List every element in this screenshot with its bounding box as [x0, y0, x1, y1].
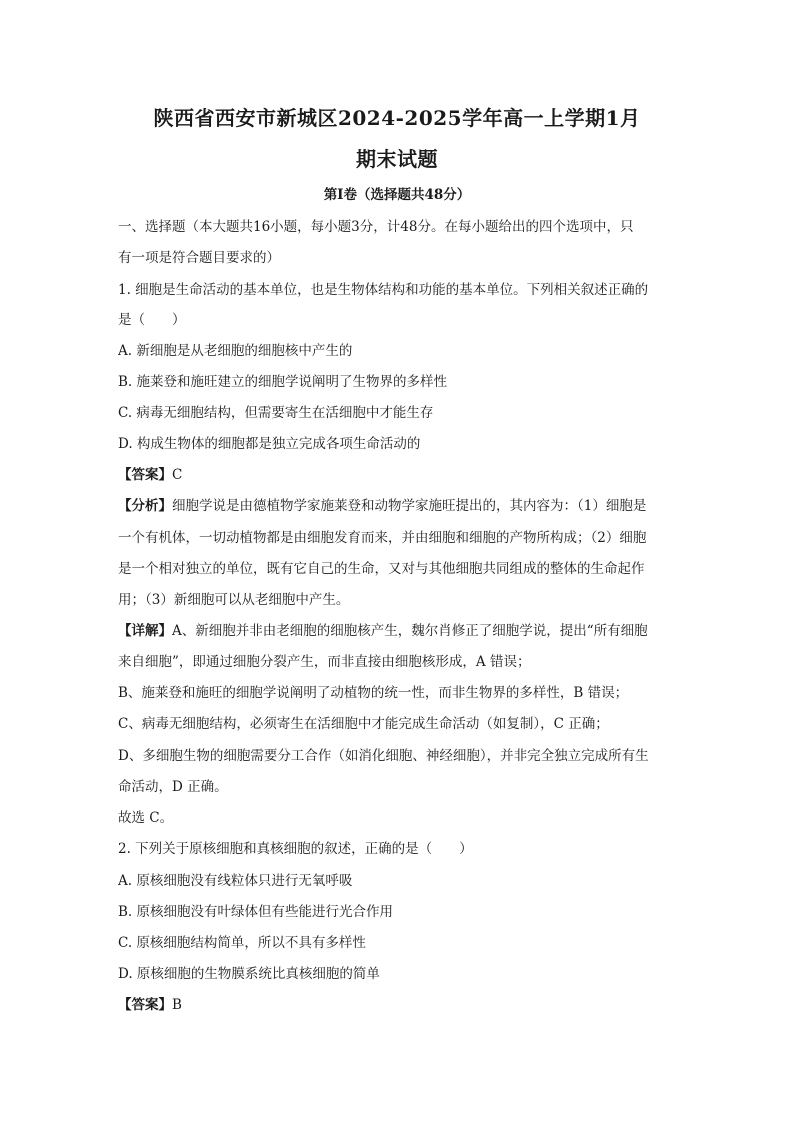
q1-option-b: B. 施莱登和施旺建立的细胞学说阐明了生物界的多样性: [118, 374, 448, 390]
q1-answer: [118, 465, 678, 485]
q1-stem-line1: 1. 细胞是生命活动的基本单位，也是生物体结构和功能的基本单位。下列相关叙述正确的: [118, 282, 649, 298]
instructions-line1: 一、选择题（本大题共16小题，每小题3分，计48分。在每小题给出的四个选项中，只: [118, 219, 634, 235]
q2-option-c: C. 原核细胞结构简单，所以不具有多样性: [118, 935, 366, 951]
answer-value: B: [172, 997, 182, 1013]
q1-detail-line4: C、病毒无细胞结构，必须寄生在活细胞中才能完成生命活动（如复制），C 正确；: [118, 716, 609, 732]
analysis-text: 细胞学说是由德植物学家施莱登和动物学家施旺提出的，其内容为：（1）细胞是: [172, 498, 647, 514]
q2-option-d: D. 原核细胞的生物膜系统比真核细胞的简单: [118, 966, 380, 982]
answer-value: C: [172, 467, 183, 483]
detail-text: A、新细胞并非由老细胞的细胞核产生，魏尔肖修正了细胞学说，提出“所有细胞: [172, 623, 648, 639]
q1-detail-line6: 命活动，D 正确。: [118, 779, 228, 795]
detail-tag: 【详解】: [118, 623, 172, 639]
q2-stem: 2. 下列关于原核细胞和真核细胞的叙述，正确的是（ ）: [118, 841, 473, 857]
q1-analysis-line1: [118, 496, 678, 516]
q1-option-d: D. 构成生物体的细胞都是独立完成各项生命活动的: [118, 436, 421, 452]
q1-analysis-line4: 用；（3）新细胞可以从老细胞中产生。: [118, 592, 350, 608]
q2-answer: [118, 995, 678, 1015]
answer-tag: 【答案】: [118, 997, 172, 1013]
answer-tag: 【答案】: [118, 467, 172, 483]
q1-analysis-line3: 是一个相对独立的单位，既有它自己的生命，又对与其他细胞共同组成的整体的生命起作: [118, 561, 645, 577]
document-title-line2: 期末试题: [356, 147, 438, 171]
instructions-line2: 有一项是符合题目要求的）: [118, 250, 280, 266]
q1-stem-line2: 是（ ）: [118, 312, 186, 328]
analysis-tag: 【分析】: [118, 498, 172, 514]
q1-detail-line1: [118, 621, 678, 641]
document-title-line1: 陕西省西安市新城区2024-2025学年高一上学期1月: [153, 106, 641, 130]
q1-conclusion: 故选 C。: [118, 810, 174, 826]
q1-detail-line5: D、多细胞生物的细胞需要分工合作（如消化细胞、神经细胞），并非完全独立完成所有生: [118, 748, 649, 764]
q1-analysis-line2: 一个有机体，一切动植物都是由细胞发育而来，并由细胞和细胞的产物所构成；（2）细胞: [118, 530, 647, 546]
q1-option-a: A. 新细胞是从老细胞的细胞核中产生的: [118, 343, 353, 359]
q1-detail-line3: B、施莱登和施旺的细胞学说阐明了动植物的统一性，而非生物界的多样性，B 错误；: [118, 685, 629, 701]
q1-option-c: C. 病毒无细胞结构，但需要寄生在活细胞中才能生存: [118, 405, 434, 421]
q1-detail-line2: 来自细胞”，即通过细胞分裂产生，而非直接由细胞核形成，A 错误；: [118, 654, 531, 670]
section-heading: 第I卷（选择题共48分）: [323, 187, 471, 203]
q2-option-b: B. 原核细胞没有叶绿体但有些能进行光合作用: [118, 904, 394, 920]
q2-option-a: A. 原核细胞没有线粒体只进行无氧呼吸: [118, 873, 353, 889]
